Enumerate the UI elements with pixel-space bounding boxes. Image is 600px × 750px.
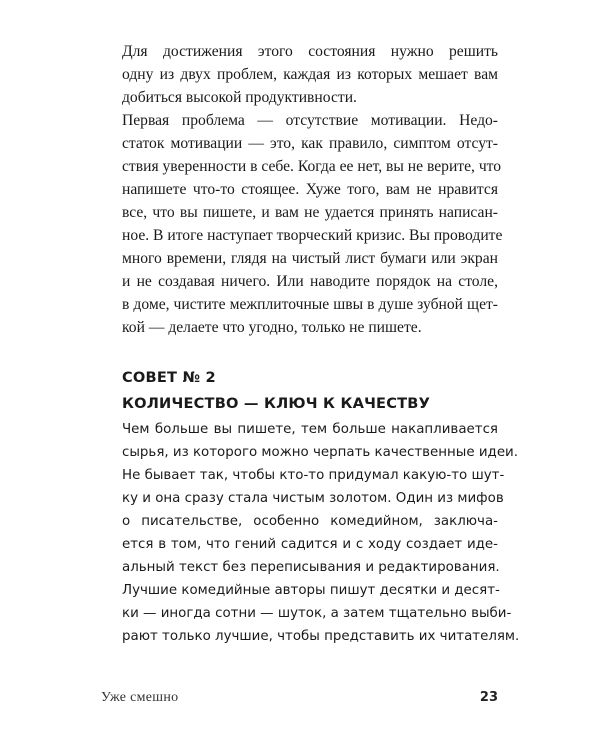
text-line: Не бывает так, чтобы кто-то придумал какую-то шут- — [122, 468, 505, 483]
intro-text — [122, 40, 503, 339]
text-line: ку и она сразу стала чистым золотом. Один из мифов — [122, 491, 504, 506]
text-line: все, что вы пишете, и вам не удается принять написан- — [122, 204, 498, 221]
text-line: ки — иногда сотни — шуток, а затем тщательно выби- — [122, 606, 512, 621]
section-heading — [122, 365, 430, 417]
section-text — [122, 418, 520, 648]
text-line: альный текст без переписывания и редактирования. — [122, 560, 500, 575]
text-line: сырья, из которого можно черпать качественные идеи. — [122, 445, 519, 460]
text-line: в доме, чистите межплиточные швы в душе зубной щет- — [122, 296, 498, 313]
text-line: и не создавая ничего. Или наводите порядок на столе, — [122, 273, 498, 290]
text-line: о писательстве, особенно комедийном, заключа- — [122, 514, 498, 529]
text-line: напишете что-то стоящее. Хуже того, вам не нравится — [122, 181, 498, 198]
heading-line: КОЛИЧЕСТВО — КЛЮЧ К КАЧЕСТВУ — [122, 395, 431, 412]
text-line: ется в том, что гений садится и с ходу создает иде- — [122, 537, 498, 552]
text-line: Первая проблема — отсутствие мотивации. Недо- — [122, 112, 498, 129]
page-number: 23 — [479, 690, 498, 705]
text-line: статок мотивации — это, как правило, симптом отсут- — [122, 135, 498, 152]
text-line: много времени, глядя на чистый лист бумаги или экран — [122, 250, 498, 267]
text-line: Лучшие комедийные авторы пишут десятки и десят- — [122, 583, 500, 598]
text-line: кой — делаете что угодно, только не пишете. — [122, 319, 422, 336]
text-line: рают только лучшие, чтобы представить их читателям. — [122, 629, 520, 644]
text-line: ное. В итоге наступает творческий кризис. Вы проводите — [122, 227, 503, 244]
heading-line: СОВЕТ № 2 — [122, 369, 216, 386]
text-line: Чем больше вы пишете, тем больше накапливается — [122, 422, 498, 437]
text-line: добиться высокой продуктивности. — [122, 89, 357, 106]
running-footer-title: Уже смешно — [101, 690, 179, 705]
text-line: Для достижения этого состояния нужно решить — [122, 43, 498, 60]
text-line: одну из двух проблем, каждая из которых мешает вам — [122, 66, 498, 83]
text-line: ствия уверенности в себе. Когда ее нет, вы не верите, что — [122, 158, 502, 175]
